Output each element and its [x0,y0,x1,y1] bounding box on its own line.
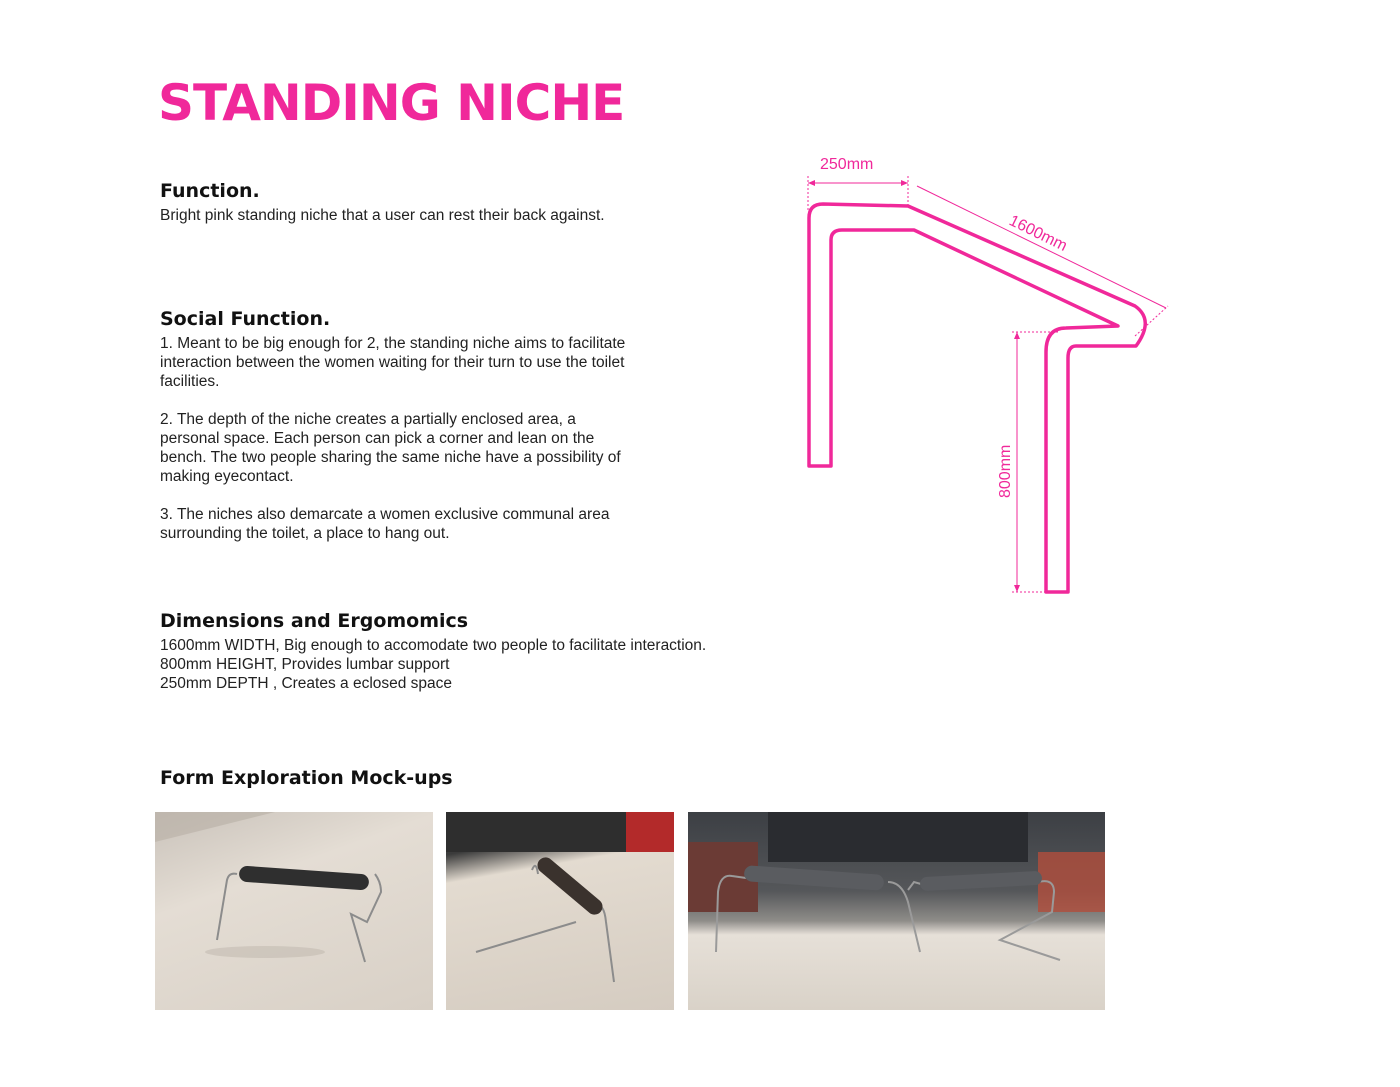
function-heading: Function. [160,180,260,202]
social-function-paragraph-2: 2. The depth of the niche creates a partially enclosed area, a personal space. Each person can pick a corner and lean on the bench. The two people sharing the same niche have a possibility of making eyecontact. [160,411,621,485]
mockup-photo-1 [155,812,433,1010]
function-section [160,180,760,225]
width-label: 1600mm [1006,212,1070,255]
depth-label: 250mm [820,156,874,173]
social-function-paragraph-1: 1. Meant to be big enough for 2, the standing niche aims to facilitate interaction between the women waiting for their turn to use the toilet facilities. [160,335,626,390]
height-label: 800mm [997,444,1014,498]
niche-dimension-diagram [790,140,1190,610]
arrowhead-icon [1014,332,1020,339]
dimension-height-line: 800mm HEIGHT, Provides lumbar support [160,656,450,673]
dimensions-section [160,610,760,693]
niche-outline [809,204,1145,592]
dimensions-heading: Dimensions and Ergomomics [160,610,469,632]
arrowhead-icon [1014,585,1020,592]
mockups-section [160,767,760,793]
mockup-photo-3 [688,812,1105,1010]
mockups-heading: Form Exploration Mock-ups [160,767,453,789]
dimension-depth-line: 250mm DEPTH , Creates a eclosed space [160,675,453,692]
dimension-width-line: 1600mm WIDTH, Big enough to accomodate two people to facilitate interaction. [160,637,707,654]
page-title: STANDING NICHE [158,74,625,132]
arrowhead-icon [901,180,908,186]
arrowhead-icon [808,180,815,186]
social-function-paragraph-3: 3. The niches also demarcate a women exclusive communal area surrounding the toilet, a place to hang out. [160,506,610,542]
function-text: Bright pink standing niche that a user can rest their back against. [160,207,605,224]
mockup-photo-2 [446,812,674,1010]
social-function-heading: Social Function. [160,308,331,330]
social-function-section [160,308,630,543]
